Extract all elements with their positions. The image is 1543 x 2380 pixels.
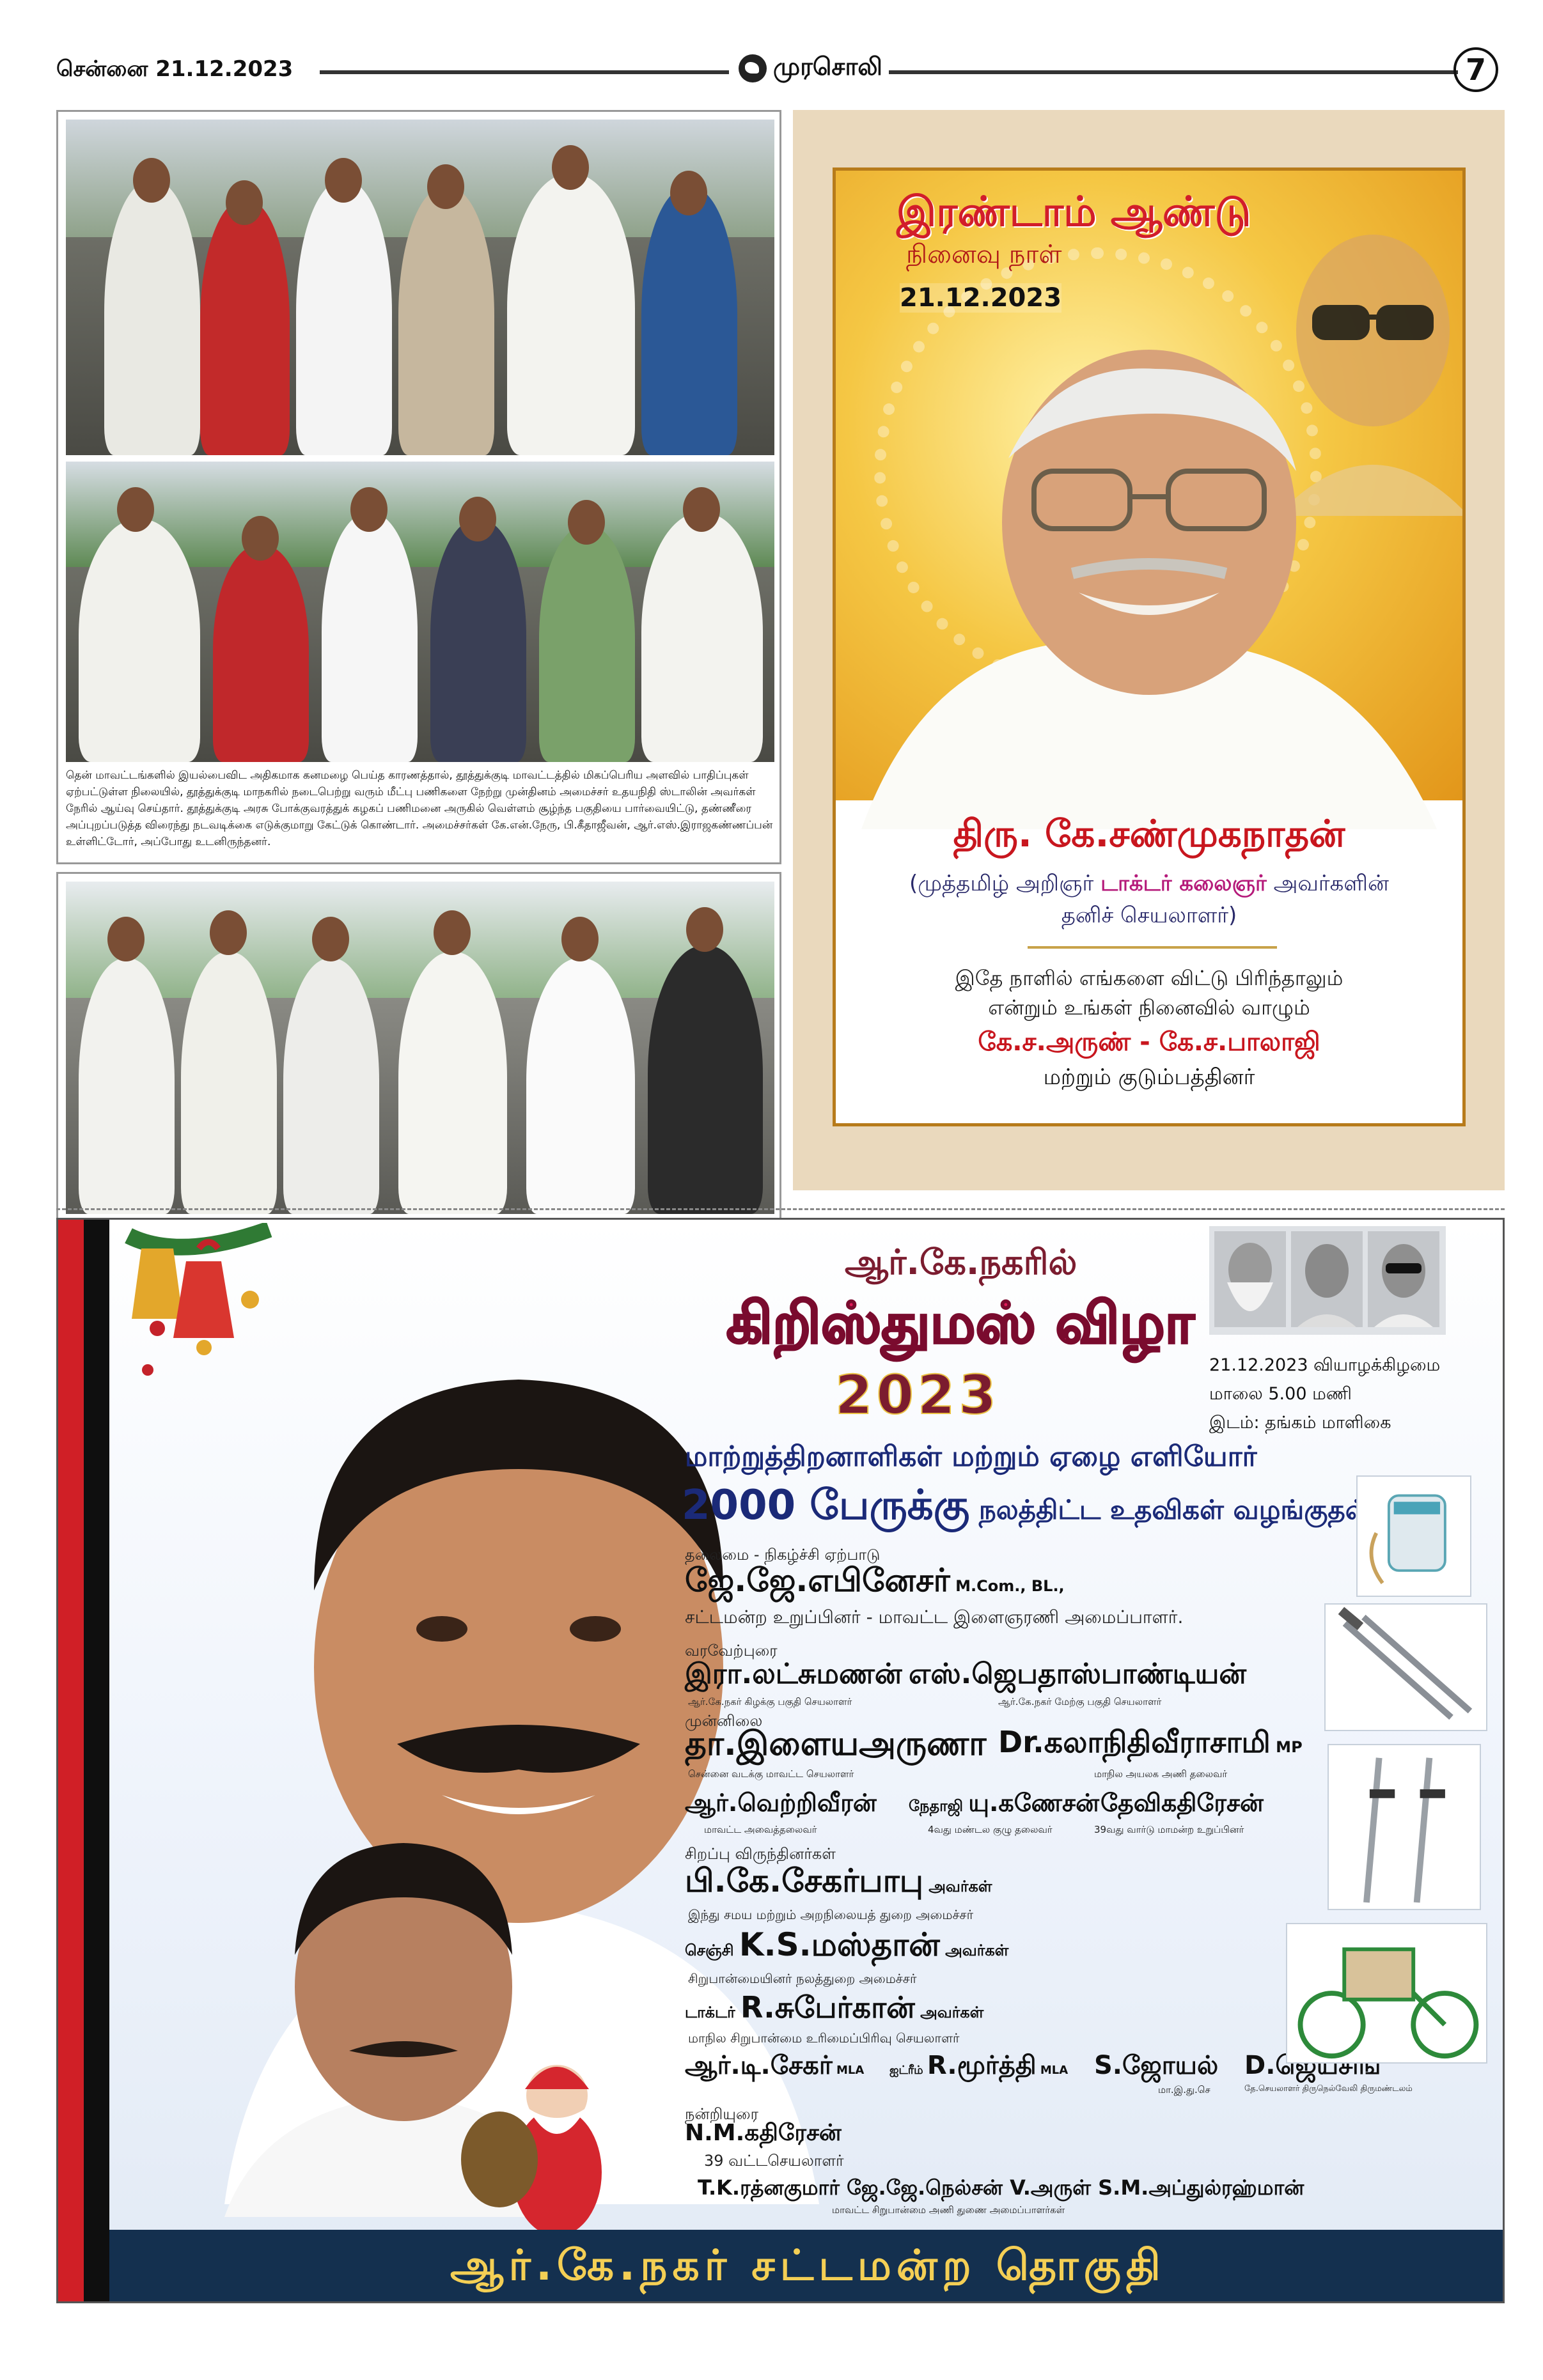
memorial-divider xyxy=(1028,946,1277,949)
elbow-crutches-icon xyxy=(1328,1744,1481,1910)
presence-3: ஆர்.வெற்றிவீரன் xyxy=(685,1789,877,1817)
presence-2-text: Dr.கலாநிதிவீராசாமி xyxy=(998,1725,1271,1759)
news-photo-1 xyxy=(66,120,774,455)
tricycle-icon xyxy=(1286,1923,1487,2064)
section-divider xyxy=(56,1208,1505,1210)
presence-1: தா.இளையஅருணா xyxy=(685,1725,987,1763)
party-stripe-red xyxy=(58,1220,84,2301)
guest-7: D.ஜெயசிங் xyxy=(1244,2051,1381,2080)
guest-3 xyxy=(685,1990,983,2029)
memorial-role-accent: டாக்டர் கலைஞர் xyxy=(1100,871,1267,896)
presence-2 xyxy=(998,1725,1303,1764)
event-info xyxy=(1209,1351,1440,1437)
hearing-aid-icon xyxy=(1356,1475,1471,1597)
guest-3-text: R.சுபேர்கான் xyxy=(740,1990,915,2025)
guest-3-role: மாநில சிறுபான்மை உரிமைப்பிரிவு செயலாளர் xyxy=(688,2030,960,2046)
guest-5 xyxy=(889,2051,1068,2083)
thanks-name: N.M.கதிரேசன் xyxy=(685,2120,842,2146)
presence-2-role: மாநில அயலக அணி தலைவர் xyxy=(1094,1768,1228,1780)
periyar-portrait xyxy=(1214,1231,1286,1327)
memorial-advert xyxy=(793,110,1505,1190)
masthead xyxy=(38,51,1505,96)
kalaignar-small-portrait xyxy=(1368,1231,1439,1327)
guest-1-suffix: அவர்கள் xyxy=(923,1878,992,1895)
guest-3-prefix: டாக்டர் xyxy=(685,2003,740,2021)
news-photo-2 xyxy=(66,462,774,762)
presence-1-role: சென்னை வடக்கு மாவட்ட செயலாளர் xyxy=(688,1768,854,1780)
memorial-role-pre: (முத்தமிழ் அறிஞர் xyxy=(909,871,1101,896)
welcome-label: வரவேற்புரை xyxy=(685,1642,778,1660)
presence-5-role: 39வது வார்டு மாமன்ற உறுப்பினர் xyxy=(1094,1824,1244,1835)
presence-4-text: யு.கணேசன் xyxy=(968,1789,1099,1817)
assistants: T.K.ரத்னகுமார் ஜே.ஜே.நெல்சன் V.அருள் S.M.அப்துல்ரஹ்மான் xyxy=(698,2175,1304,2200)
memorial-family-names: கே.ச.அருண் - கே.ச.பாலாஜி xyxy=(978,1027,1320,1057)
lead-suffix: M.Com., BL., xyxy=(950,1577,1065,1595)
memorial-role-line2: தனிச் செயலாளர்) xyxy=(1061,903,1237,928)
thanks-role: 39 வட்டசெயலாளர் xyxy=(704,2152,844,2170)
lead-name xyxy=(685,1562,1065,1603)
ad-place: ஆர்.கே.நகரில் xyxy=(845,1242,1077,1282)
guest-4-text: ஆர்.டி.சேகர் xyxy=(685,2051,833,2080)
guest-1-role: இந்து சமய மற்றும் அறநிலையத் துறை அமைச்சர் xyxy=(688,1907,974,1922)
event-date: 21.12.2023 வியாழக்கிழமை xyxy=(1209,1355,1441,1375)
memorial-role xyxy=(836,867,1462,931)
crutches-icon xyxy=(1324,1603,1487,1731)
lead-role: சட்டமன்ற உறுப்பினர் - மாவட்ட இளைஞரணி அமைப்பாளர். xyxy=(685,1606,1184,1628)
presence-3-role: மாவட்ட அவைத்தலைவர் xyxy=(704,1824,817,1835)
memorial-date: 21.12.2023 xyxy=(900,283,1062,313)
constituency-footer: ஆர்.கே.நகர் சட்டமன்ற தொகுதி xyxy=(109,2230,1505,2301)
ad-headline-2 xyxy=(682,1482,1368,1534)
guest-1-text: பி.கே.சேகர்பாபு xyxy=(685,1862,923,1899)
guest-4-suffix: MLA xyxy=(832,2064,865,2077)
header-rule-right xyxy=(889,70,1458,74)
guest-2 xyxy=(685,1926,1008,1968)
memorial-family-suffix: மற்றும் குடும்பத்தினர் xyxy=(1043,1064,1255,1090)
guest-7-role: தே.செயலாளர் திருநெல்வேலி திருமண்டலம் xyxy=(1244,2084,1413,2094)
memorial-role-post: அவர்களின் xyxy=(1266,871,1389,896)
guest-2-suffix: அவர்கள் xyxy=(939,1941,1009,1959)
header-rule-left xyxy=(320,70,729,74)
news-item-thoothukudi xyxy=(56,110,781,864)
guest-2-text: K.S.மஸ்தான் xyxy=(739,1926,940,1963)
thanks-label: நன்றியுரை xyxy=(685,2105,759,2123)
welcome-speaker-1: இரா.லட்சுமணன் xyxy=(685,1658,902,1690)
guest-5-prefix: ஐட்ரீம் xyxy=(889,2064,927,2077)
presence-label: முன்னிலை xyxy=(685,1712,763,1730)
welcome-speaker-1-role: ஆர்.கே.நகர் கிழக்கு பகுதி செயலாளர் xyxy=(688,1696,852,1707)
event-time: மாலை 5.00 மணி xyxy=(1209,1384,1352,1404)
news-caption-1: தென் மாவட்டங்களில் இயல்பைவிட அதிகமாக கனமழை பெய்த காரணத்தால், தூத்துக்குடி மாவட்டத்தில் மிகப்பெரிய அளவில் பாதிப்புகள் ஏற்பட்டுள்ள நிலையில், தூத்துக்குடி மாநகரில் நடைபெற்று வரும் மீட்பு பணிகளை நேற்று முன்தினம் அமைச்சர் உதயநிதி ஸ்டாலின் அவர்கள் நேரில் ஆய்வு செய்தார். தூத்துக்குடி அரசு போக்குவரத்துக் கழகப் பணிமனை அருகில் வெள்ளம் சூழ்ந்த பகுதியை பார்வையிட்டு, தண்ணீரை அப்புறப்படுத்த விரைந்து நடவடிக்கை எடுக்குமாறு கேட்டுக் கொண்டார். அமைச்சர்கள் கே.என்.நேரு, பி.கீதாஜீவன், ஆர்.எஸ்.இராஜகண்ணப்பன் உள்ளிட்டோர், அப்போது உடனிருந்தனர். xyxy=(66,769,773,848)
presence-4-prefix: நேதாஜி xyxy=(909,1797,969,1815)
guest-5-suffix: MLA xyxy=(1036,2064,1069,2077)
guest-6-role: மா.இ.து.செ xyxy=(1158,2084,1210,2096)
dateline: சென்னை 21.12.2023 xyxy=(56,56,294,82)
christmas-advert xyxy=(56,1218,1505,2303)
guest-1 xyxy=(685,1862,992,1904)
anna-portrait xyxy=(1291,1231,1363,1327)
guest-3-suffix: அவர்கள் xyxy=(914,2003,984,2021)
news-photo-3 xyxy=(66,882,774,1214)
ad-event-title: கிறிஸ்துமஸ் விழா xyxy=(726,1290,1194,1356)
presence-4 xyxy=(909,1789,1099,1821)
presence-4-role: 4வது மண்டல குழு தலைவர் xyxy=(928,1824,1053,1835)
assistants-role: மாவட்ட சிறுபான்மை அணி துணை அமைப்பாளர்கள் xyxy=(832,2204,1065,2216)
memorial-title: இரண்டாம் ஆண்டு xyxy=(897,189,1251,236)
headline2-big: 2000 பேருக்கு xyxy=(682,1482,970,1529)
memorial-tribute xyxy=(836,963,1462,1022)
welcome-speaker-2-role: ஆர்.கே.நகர் மேற்கு பகுதி செயலாளர் xyxy=(998,1696,1162,1707)
shanmuganathan-portrait xyxy=(861,343,1437,829)
welcome-speaker-2: எஸ்.ஜெபதாஸ்பாண்டியன் xyxy=(909,1658,1247,1690)
guest-2-prefix: செஞ்சி xyxy=(685,1941,739,1959)
memorial-name: திரு. கே.சண்முகநாதன் xyxy=(953,812,1345,855)
tribute-line-2: என்றும் உங்கள் நினைவில் வாழும் xyxy=(988,995,1310,1020)
rising-sun-logo-icon xyxy=(739,54,767,82)
memorial-subtitle: நினைவு நாள் xyxy=(906,240,1062,269)
headline2-small: நலத்திட்ட உதவிகள் வழங்குதல் xyxy=(969,1494,1368,1525)
guests-label: சிறப்பு விருந்தினர்கள் xyxy=(685,1845,836,1863)
guest-4 xyxy=(685,2051,864,2083)
ad-year: 2023 xyxy=(835,1364,1000,1426)
presence-2-suffix: MP xyxy=(1270,1738,1303,1756)
tribute-line-1: இதே நாளில் எங்களை விட்டு பிரிந்தாலும் xyxy=(955,966,1343,990)
news-column xyxy=(56,110,781,1194)
lead-name-text: ஜே.ஜே.எபினேசர் xyxy=(685,1562,950,1599)
santa-claus-icon xyxy=(455,2038,608,2249)
brand xyxy=(739,52,882,84)
leaders-portraits xyxy=(1209,1226,1446,1335)
guest-2-role: சிறுபான்மையினர் நலத்துறை அமைச்சர் xyxy=(688,1971,917,1986)
memorial-card xyxy=(833,167,1466,1126)
guest-5-text: R.மூர்த்தி xyxy=(927,2051,1037,2080)
page-number: 7 xyxy=(1453,47,1498,92)
guest-6: S.ஜோயல் xyxy=(1094,2051,1219,2080)
lead-label: தலைமை - நிகழ்ச்சி ஏற்பாடு xyxy=(685,1546,881,1564)
brand-name: முரசொலி xyxy=(773,52,882,81)
ad-headline-1: மாற்றுத்திறனாளிகள் மற்றும் ஏழை எளியோர் xyxy=(685,1440,1257,1473)
event-venue: இடம்: தங்கம் மாளிகை xyxy=(1209,1413,1391,1433)
presence-5: தேவிகதிரேசன் xyxy=(1100,1789,1264,1817)
